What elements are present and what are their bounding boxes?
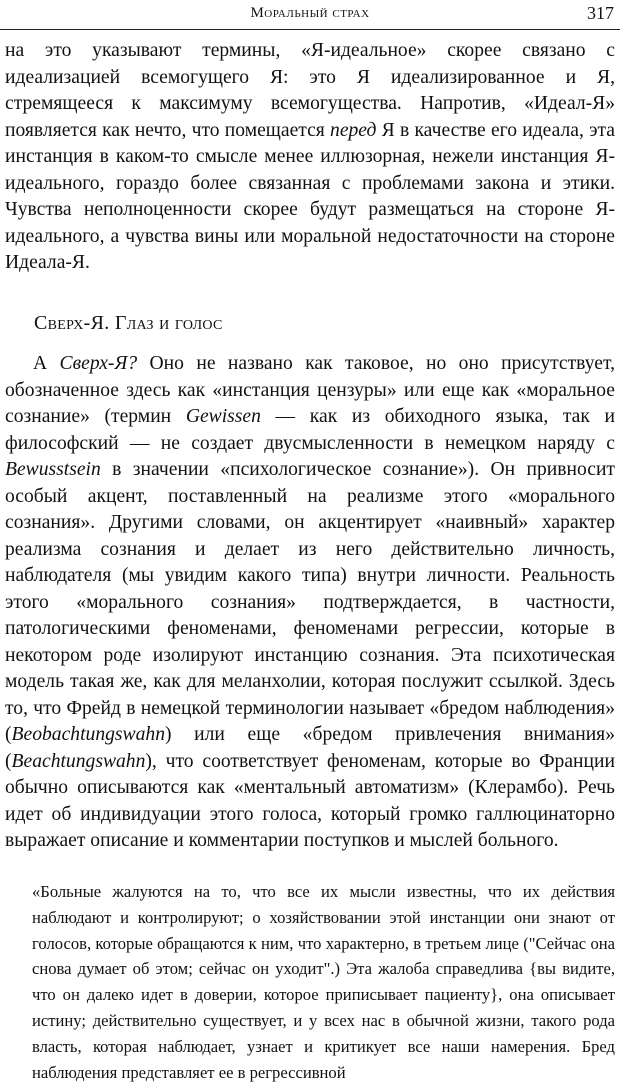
running-title: Моральный страх	[250, 5, 370, 21]
text-run: Оно не названо как таковое, но оно присутствует, обозначенное здесь как «инстанция цензуры» или еще как «моральное сознание» (термин	[5, 353, 615, 427]
italic-run: Beachtungswahn	[11, 750, 146, 772]
header-rule	[0, 29, 620, 30]
text-run: ), что соответствует феноменам, которые во Франции обычно описываются как «ментальный автоматизм» (Клерамбо). Речь идет об индивидуации этого голоса, который громко галлюцинаторно выражает описание и комментарии поступков и мыслей больного.	[5, 750, 615, 851]
running-head	[0, 0, 620, 30]
italic-run: Beobachtungswahn	[11, 724, 165, 745]
text-run: ) или еще «бредом привлечения внимания» (	[5, 724, 615, 772]
text-run: в значении «психологическое сознание»). Он привносит особый акцент, поставленный на реализме этого «морального сознания». Другими словами, он акцентирует «наивный» характер реализма сознания и делает из него действительно личность, наблюдателя (мы увидим какого типа) внутри личности. Реальность этого «морального сознания» подтверждается, в частности, патологическими феноменами, феноменами регрессии, которые в некотором роде изолируют инстанцию сознания. Эта психотическая модель такая же, как для меланхолии, которая послужит ссылкой. Здесь то, что Фрейд в немецкой терминологии называет «бредом наблюдения» (	[5, 459, 615, 745]
section-heading: Сверх-Я. Глаз и голос	[34, 312, 223, 334]
text-run: А	[33, 353, 60, 374]
italic-run: перед	[330, 119, 377, 141]
text-run: Я в качестве его идеала, эта инстанция в каком-то смысле менее иллюзорная, нежели инстанция Я-идеального, гораздо более связанная с проблемами закона и этики. Чувства неполноценности скорее будут размещаться на стороне Я-идеального, а чувства вины или моральной недостаточности на стороне Идеала-Я.	[5, 119, 615, 273]
paragraph-superego	[5, 351, 615, 855]
block-quote: «Больные жалуются на то, что все их мысли известны, что их действия наблюдают и контролируют; о хозяйствовании этой инстанции они знают от голосов, которые обращаются к ним, что характерно, в третьем лице ("Сейчас она снова думает об этом; сейчас он уходит".) Эта жалоба справедлива {вы видите, что он далеко идет в доверии, которое приписывает пациенту}, она описывает истину; действительно существует, и у всех нас в обычной жизни, такого рода власть, которая наблюдает, узнает и критикует все наши намерения. Бред наблюдения представляет ее в регрессивной	[32, 882, 615, 1082]
paragraph-ideal-ego	[5, 38, 615, 277]
text-run: на это указывают термины, «Я-идеальное» скорее связано с идеализацией всемогущего Я: это Я идеализированное и Я, стремящееся к максимуму всемогущества. Напротив, «Идеал-Я» появляется как нечто, что помещается	[5, 40, 615, 141]
italic-run: Bewusstsein	[5, 459, 101, 480]
italic-run: Gewissen	[185, 406, 261, 427]
text-run: — как из обиходного языка, так и философский — не создает двусмысленности в немецком наряду с	[5, 406, 615, 454]
italic-run: Сверх-Я?	[59, 353, 138, 374]
page-number: 317	[587, 3, 614, 23]
